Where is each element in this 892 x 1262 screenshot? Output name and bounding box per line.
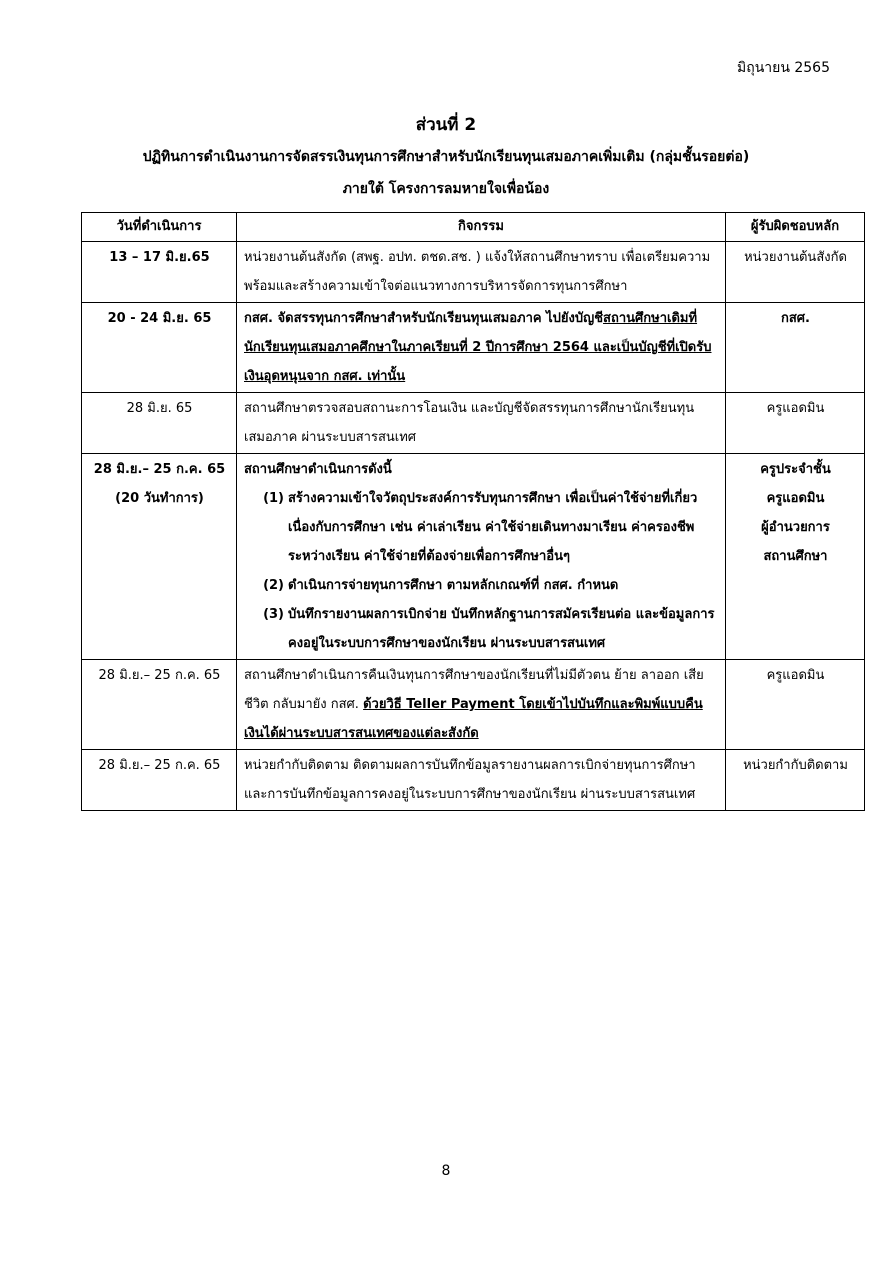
table-row: [82, 454, 865, 660]
project-subtitle: ภายใต้ โครงการลมหายใจเพื่อน้อง: [342, 181, 550, 197]
table-header-row: [82, 213, 865, 242]
table-row: [82, 303, 865, 393]
row-date-note: (20 วันทำการ): [115, 491, 204, 506]
responsible-line: ผู้อำนวยการ: [761, 520, 830, 535]
responsible-line: สถานศึกษา: [763, 549, 828, 564]
row-date: [82, 454, 237, 660]
step-text: สร้างความเข้าใจวัตถุประสงค์การรับทุนการศึกษา เพื่อเป็นค่าใช้จ่ายที่เกี่ยวเนื่องกับการศึกษา เช่น ค่าเล่าเรียน ค่าใช้จ่ายเดินทางมาเรียน ค่าครองชีพระหว่างเรียน ค่าใช้จ่ายที่ต้องจ่ายเพื่อการศึกษาอื่นๆ: [288, 491, 698, 564]
step-number: (2): [263, 578, 284, 593]
responsible-line: ครูประจำชั้น: [760, 462, 831, 477]
schedule-table: [81, 212, 865, 811]
list-item: [244, 571, 719, 600]
row-date: 28 มิ.ย.– 25 ก.ค. 65: [82, 750, 237, 811]
row-responsible: ครูแอดมิน: [726, 660, 865, 750]
list-item: [244, 484, 719, 571]
row-date-range: 28 มิ.ย.– 25 ก.ค. 65: [93, 462, 226, 477]
table-row: [82, 750, 865, 811]
document-date: มิถุนายน 2565: [737, 60, 830, 76]
row-date: 20 - 24 มิ.ย. 65: [82, 303, 237, 393]
document-subtitle: ปฏิทินการดำเนินงานการจัดสรรเงินทุนการศึกษาสำหรับนักเรียนทุนเสมอภาคเพิ่มเติม (กลุ่มชั้นรอยต่อ): [142, 149, 750, 165]
row-activity: [237, 303, 726, 393]
row-responsible: ครูแอดมิน: [726, 393, 865, 454]
table-row: [82, 393, 865, 454]
row-responsible: หน่วยงานต้นสังกัด: [726, 242, 865, 303]
column-header-responsible: ผู้รับผิดชอบหลัก: [726, 213, 865, 242]
table-row: [82, 660, 865, 750]
responsible-line: ครูแอดมิน: [766, 491, 825, 506]
row-activity: หน่วยงานต้นสังกัด (สพฐ. อปท. ตชด.สช. ) แจ้งให้สถานศึกษาทราบ เพื่อเตรียมความพร้อมและสร้างความเข้าใจต่อแนวทางการบริหารจัดการทุนการศึกษา: [237, 242, 726, 303]
row-activity: สถานศึกษาตรวจสอบสถานะการโอนเงิน และบัญชีจัดสรรทุนการศึกษานักเรียนทุนเสมอภาค ผ่านระบบสารสนเทศ: [237, 393, 726, 454]
activity-emphasis: ด้วยวิธี Teller Payment โดยเข้าไปบันทึกและพิมพ์แบบคืนเงินได้ผ่านระบบสารสนเทศของแต่ละสังกัด: [244, 697, 703, 741]
part-title: ส่วนที่ 2: [415, 115, 477, 135]
table-row: [82, 242, 865, 303]
row-activity: [237, 660, 726, 750]
row-responsible: กสศ.: [726, 303, 865, 393]
row-date: 28 มิ.ย. 65: [82, 393, 237, 454]
activity-text: กสศ. จัดสรรทุนการศึกษาสำหรับนักเรียนทุนเสมอภาค ไปยังบัญชี: [244, 311, 604, 326]
activity-intro: สถานศึกษาดำเนินการดังนี้: [244, 462, 392, 477]
step-text: ดำเนินการจ่ายทุนการศึกษา ตามหลักเกณฑ์ที่ กสศ. กำหนด: [288, 578, 619, 593]
row-activity: [237, 454, 726, 660]
row-activity: หน่วยกำกับติดตาม ติดตามผลการบันทึกข้อมูลรายงานผลการเบิกจ่ายทุนการศึกษา และการบันทึกข้อมูลการคงอยู่ในระบบการศึกษาของนักเรียน ผ่านระบบสารสนเทศ: [237, 750, 726, 811]
row-date: 28 มิ.ย.– 25 ก.ค. 65: [82, 660, 237, 750]
column-header-activity: กิจกรรม: [237, 213, 726, 242]
row-responsible: [726, 454, 865, 660]
step-number: (3): [263, 607, 284, 622]
page-number: 8: [441, 1163, 451, 1179]
activity-text: สถานศึกษาดำเนินการคืนเงินทุนการศึกษาของนักเรียนที่ไม่มีตัวตน ย้าย ลาออก เสียชีวิต กลับมายัง กสศ.: [244, 668, 704, 712]
row-responsible: หน่วยกำกับติดตาม: [726, 750, 865, 811]
step-text: บันทึกรายงานผลการเบิกจ่าย บันทึกหลักฐานการสมัครเรียนต่อ และข้อมูลการคงอยู่ในระบบการศึกษาของนักเรียน ผ่านระบบสารสนเทศ: [288, 607, 715, 651]
list-item: [244, 600, 719, 658]
row-date: 13 – 17 มิ.ย.65: [82, 242, 237, 303]
step-number: (1): [263, 491, 284, 506]
column-header-date: วันที่ดำเนินการ: [82, 213, 237, 242]
activity-emphasis: สถานศึกษาเดิมที่นักเรียนทุนเสมอภาคศึกษาในภาคเรียนที่ 2 ปีการศึกษา 2564 และเป็นบัญชีที่เปิดรับเงินอุดหนุนจาก กสศ. เท่านั้น: [244, 311, 712, 384]
document-heading: [0, 114, 892, 200]
activity-steps: [244, 484, 719, 658]
